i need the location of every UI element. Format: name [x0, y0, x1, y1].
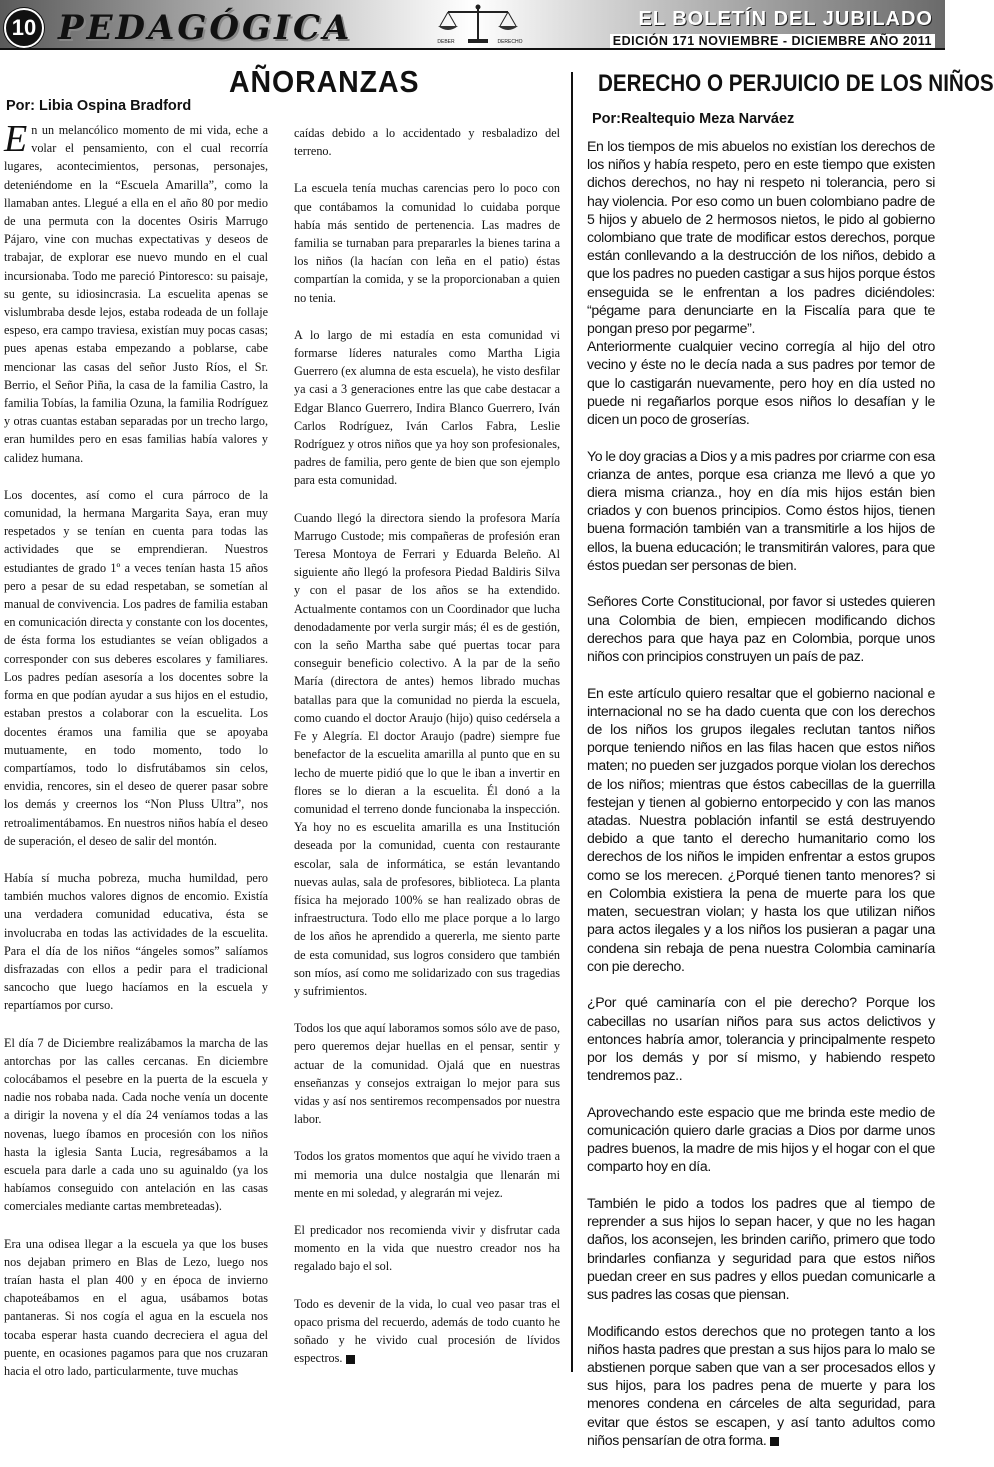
- paragraph-last: [587, 1322, 935, 1449]
- paragraph: Los docentes, así como el cura párroco de la comunidad, la hermana Margarita Saya, eran muy respetados y se tenían en cuenta para todas las actividades que se emprendieran. Nuestros estudiantes de grado 1º a veces tenían hasta 15 años pero a pesar de su edad respetaban, se sometían al manual de convivencia. Los padres de familia estaban en comunicación directa y constante con los docentes, de ésta forma los estudiantes se veían obligados a corresponder con sus deberes escolares y familiares. Los padres pedían asesoría a los docentes sobre la forma en que podían ayudar a sus hijos en el estudio, estaban prestos a colaborar con la escuelita. Los docentes éramos una familia que se apoyaba mutuamente, en todo momento, todo lo compartíamos, todo lo disfrutábamos sin celos, envidia, rencores, sin el deseo de querer pasar sobre los demás y creernos los “Non Pluss Ultra”, nos retroalimentábamos. En nuestros niños había el deseo de superación, el deseo de salir del montón.: [4, 487, 268, 848]
- left-article-column-1: [4, 118, 268, 1399]
- paragraph: En los tiempos de mis abuelos no existían los derechos de los niños y había respeto, pero en este tiempo que existen dichos derechos, no hay ni respeto ni tolerancia, pero si hay violencia. Por eso como un buen colombiano padre de 5 hijos y abuelo de 2 hermosos nietos, le pido al gobierno colombiano que trate de modificar estos derechos, porque están conllevando a la destrucción de los niños, debido a que los padres no pueden castigar a sus hijos porque éstos enseguida se le enfrentan a los padres diciéndoles: “pégame para denunciarte en la Fiscalía para que te pongan preso por pegarme”.: [587, 138, 935, 337]
- article-title-right: DERECHO O PERJUICIO DE LOS NIÑOS: [598, 70, 994, 97]
- left-article-column-2: [294, 124, 560, 1386]
- author-right: Por:Realtequio Meza Narváez: [592, 111, 795, 127]
- paragraph: Anteriormente cualquier vecino corregía al hijo del otro vecino y éste no le decía nada a sus padres por temor de que lo castigarán nuevamente, pero hoy en día usted no puede ni regañarlos porque esos niños lo desafían y le dicen un poco de groserías.: [587, 338, 935, 428]
- end-mark-icon: [770, 1437, 779, 1446]
- paragraph: En este artículo quiero resaltar que el gobierno nacional e internacional no se ha dado cuenta que con los derechos de los niños los grupos ilegales reclutan tantos niños porque teniendo niños en las filas hacen que estos niños maten; no pueden ser juzgados porque violan los derechos de los niños; mientras que éstos cabecillas de la guerrilla festejan y tienen al gobierno entorpecido y con las manos atadas. Nuestra población infantil se está destruyendo debido a que tanto el derecho humanitario como los derechos de los niños le impiden enfrentar a estos grupos como se los merecen. ¿Porqué tienen tanto menores? si en Colombia existiera la pena de muerte para los que maten, secuestran violan; y hasta los que utilizan niños para actos ilegales y a los niños los pusieran a pagar una condena sin rebaja de pena nuestra Colombia caminaría con pie derecho.: [587, 684, 935, 974]
- paragraph: [4, 118, 268, 467]
- paragraph: También le pido a todos los padres que al tiempo de reprender a sus hijos lo sepan hacer, y que no les hagan daños, los aconsejen, les brinden cariño, primero que todo brindarles confianza y seguridad para que estos niños puedan creer en sus padres y ellos puedan comunicarle a sus padres las cosas que piensan.: [587, 1194, 935, 1302]
- paragraph: El día 7 de Diciembre realizábamos la marcha de las antorchas por las calles cercanas. En diciembre colocábamos el pesebre en la puerta de la escuela y nadie nos robaba nada. Cada noche venía un docente a dirigir la novena y el día 24 veníamos todas a las novenas, luego íbamos en procesión con los niños hasta la iglesia Santa Lucia, regresábamos a la escuela para darle a cada uno su aguinaldo (ya los habíamos conseguido con antelación en las casas comerciales mediante cartas membreteadas).: [4, 1035, 268, 1214]
- paragraph: Todos los que aquí laboramos somos sólo ave de paso, pero queremos dejar huellas en el pensar, sentir y actuar de la comunidad. Ojalá que en nuestras enseñanzas y consejos extraigan lo mejor para sus vidas y así nos sentiremos recompensados por nuestra labor.: [294, 1021, 560, 1127]
- end-mark-icon: [346, 1355, 355, 1364]
- paragraph-text: Todo es devenir de la vida, lo cual veo pasar tras el opaco prisma del recuerdo, además de todo cuanto he soñado y he vivido cual procesión de lívidos espectros.: [294, 1296, 560, 1366]
- paragraph: La escuela tenía muchas carencias pero lo poco con que contábamos la comunidad lo cuidaba porque había más sentido de pertenencia. Las madres de familia se turnaban para prepararles la bienes tarina a los niños (la hacían con leña en el patio) éstas compartían la comida, y se la proporcionaban a quien no tenia.: [294, 181, 560, 305]
- paragraph: Todos los gratos momentos que aquí he vivido traen a mi memoria una dulce nostalgia que llenarán mi mente en mi soledad, y alegrarán mi vejez.: [294, 1149, 560, 1200]
- paragraph: El predicador nos recomienda vivir y disfrutar cada momento en la vida que nuestro creador nos ha regalado bajo el sol.: [294, 1222, 560, 1274]
- header-rule: [0, 48, 945, 50]
- scale-of-justice-icon: [434, 2, 522, 46]
- section-title: PEDAGÓGICA: [58, 8, 353, 48]
- paragraph-text: n un melancólico momento de mi vida, eche a volar el pensamiento, con el cual recorría lugares, acontecimientos, personas, personajes, deteniéndome en la “Escuela Amarilla”, como la llamaban antes. Llegué a ella en el año 80 por medio de una permuta con la docentes Osiris Marrugo Pájaro, vine con muchas expectativas y deseos de trabajar, de explorar ese nuevo mundo en el cual incursionaba. Todo me pareció Pintoresco: su paisaje, su gente, su idiosincrasia. La escuelita apenas se vislumbraba desde lejos, estaba rodeada de un follaje espeso, era campo traviesa, existían muy pocas casas; pues apenas estaba empezando a poblarse, cabe mencionar las casas del señor Justo Ríos, el Sr. Berrio, el Señor Piña, la casa de la familia Castro, la familia Tobías, la familia Ozuna, la familia Rodríguez y otras cuantas estaban separadas por un trecho largo, eran humildes pero en esas familias había valores y calidez humana.: [4, 123, 268, 465]
- drop-cap: E: [4, 118, 28, 160]
- paragraph: Había sí mucha pobreza, mucha humildad, pero también muchos valores dignos de encomio. Existía una verdadera comunidad educativa, ésta se involucraba en todas las actividades de la escuelita. Para el día de los niños “ángeles somos” salíamos disfrazadas con ellos a pedir para el tradicional sancocho que luego hacíamos en la escuela y repartíamos por curso.: [4, 870, 268, 1013]
- paragraph: Yo le doy gracias a Dios y a mis padres por criarme con esa crianza de antes, porque esa crianza me llevó a que yo diera misma crianza., hoy en día mis hijos están bien criados y con buenos principios. Como éstos hijos, tienen buena formación también van a transmitirle a los hijos de ellos, la buena educación; le transmitirán valores, para que éstos puedan ser personas de bien.: [587, 447, 935, 573]
- paragraph: caídas debido a lo accidentado y resbaladizo del terreno.: [294, 126, 560, 159]
- page-number-badge: 10: [4, 8, 44, 48]
- paragraph-text: Modificando estos derechos que no protegen tanto a los niños hasta padres que prestan a sus hijos para lo malo se abstienen porque saben que van a ser procesados ellos y sus hijos, para los padres pena de muerte y para los menores condena en cárceles de alta seguridad, para evitar que éstos se escapen, y así tanto adultos como niños pensarían de otra forma.: [587, 1322, 935, 1448]
- paragraph: A lo largo de mi estadía en esta comunidad vi formarse líderes naturales como Martha Ligia Guerrero (ex alumna de esta escuela), he visto desfilar ya casi a 3 generaciones entre las que cabe destacar a Edgar Blanco Guerrero, Indira Blanco Guerrero, Iván Carlos Rodríguez, Iván Carlos Fabra, Leslie Rodríguez y otros niños que ya hoy son profesionales, padres de familia, pero gente de bien que son ejemplo para esta comunidad.: [294, 327, 560, 488]
- column-divider: [571, 72, 573, 1372]
- paragraph: Señores Corte Constitucional, por favor si ustedes quieren una Colombia de bien, empiecen modificando dichos derechos para que haya paz en Colombia, porque unos niños con principios construyen un país de paz.: [587, 593, 935, 665]
- paragraph: Cuando llegó la directora siendo la profesora María Marrugo Custode; mis compañeras de profesión eran Teresa Montoya de Ferrari y Eduarda Beleño. Al siguiente año llegó la profesora Piedad Baldiris Silva y con el pasar de los años se ha extendido. Actualmente contamos con un Coordinador que lucha denodadamente por verla surgir más; él es de gestión, con la seño Martha sabe qué puertas tocar para conseguir beneficio colectivo. A la par de la seño María (directora de antes) hemos librado muchas batallas para que la comunidad no pierda la escuela, como cuando el doctor Araujo (hijo) quiso cedérsela a Fe y Alegría. El doctor Araujo (padre) siempre fue benefactor de la escuelita amarilla al punto que en su lecho de muerte pidió que lo que le iban a invertir en flores se lo dieran a la escuelita. Él donó a la comunidad el terreno donde funcionaba la inspección. Ya hoy no es escuelita amarilla es una Institución deseada por la comunidad, cuenta con restaurante escolar, sala de informática, se están levantando nuevas aulas, sala de profesores, biblioteca. La planta física ha mejorado 100% se han realizado obras de infraestructura. Todo ello me place porque a lo largo de los años he aprendido a quererla, me siento parte de esta comunidad, sus logros considero que también son míos, así como me solidarizado con sus tragedias y sufrimientos.: [294, 510, 560, 998]
- edition-info: EDICIÓN 171 NOVIEMBRE - DICIEMBRE AÑO 2011: [610, 34, 935, 48]
- logo-right-word: DERECHO: [497, 39, 523, 45]
- article-title-left: AÑORANZAS: [229, 64, 420, 99]
- paragraph: ¿Por qué caminaría con el pie derecho? Porque los cabecillas no usarían niños para sus actos delictivos y entonces habría amor, tolerancia y principalmente respeto por los demás y por sí mismo, y habiendo respeto tendremos paz..: [587, 994, 935, 1084]
- right-article-column: [587, 137, 935, 1467]
- author-left: Por: Libia Ospina Bradford: [6, 98, 192, 114]
- bulletin-title: EL BOLETÍN DEL JUBILADO: [638, 8, 933, 30]
- logo-left-word: DEBER: [437, 39, 455, 45]
- paragraph-last: [294, 1295, 560, 1368]
- paragraph: Aprovechando este espacio que me brinda este medio de comunicación quiero darle gracias a Dios por darme unos padres buenos, la madre de mis hijos y el hogar con el que comparto hoy en día.: [587, 1103, 935, 1175]
- paragraph: Era una odisea llegar a la escuela ya que los buses nos dejaban primero en Blas de Lezo, luego nos traían hasta el plan 400 y en época de invierno chapoteábamos en el agua, usábamos botas pantaneras. Si nos cogía el agua en la escuela nos tocaba esperar hasta cuando decreciera el agua del puente, en ocasiones pagamos para que nos cruzaran hacia el otro lado, particularmente, tuve muchas: [4, 1236, 268, 1378]
